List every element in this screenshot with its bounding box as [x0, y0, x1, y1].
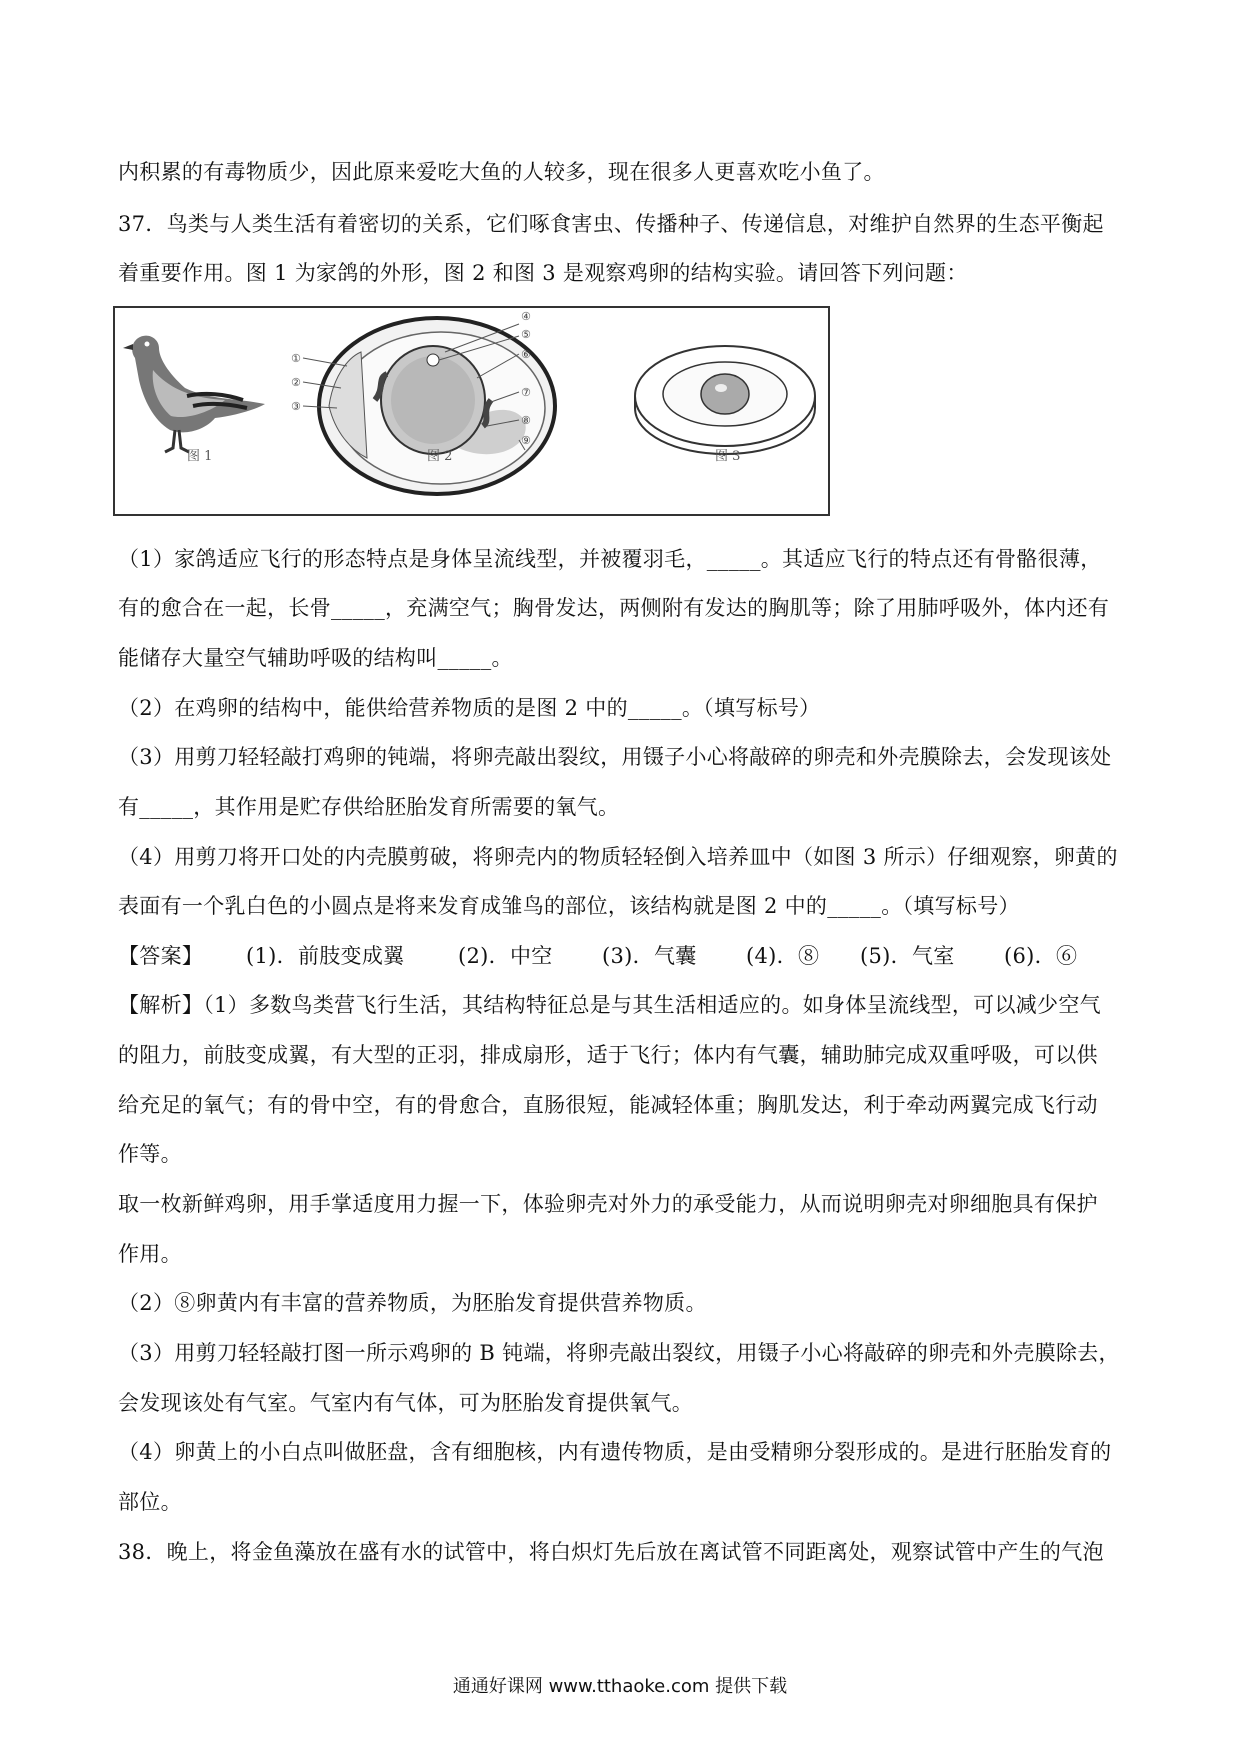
answer-item-1: (1)．前肢变成翼: [246, 944, 405, 968]
egg-label-4: ④: [521, 310, 531, 323]
explanation-1-line1: 【解析】（1）多数鸟类营飞行生活，其结构特征总是与其生活相适应的。如身体呈流线型，可以减少空气: [118, 993, 1101, 1017]
part-4-line1: （4）用剪刀将开口处的内壳膜剪破，将卵壳内的物质轻轻倒入培养皿中（如图 3 所示）仔细观察，卵黄的: [118, 845, 1118, 869]
page-footer: 通通好课网 www.tthaoke.com 提供下载: [452, 1676, 788, 1697]
part-1-line2: 有的愈合在一起，长骨_____，充满空气；胸骨发达，两侧附有发达的胸肌等；除了用肺呼吸外，体内还有: [118, 596, 1110, 620]
explanation-2-line1: 取一枚新鲜鸡卵，用手掌适度用力握一下，体验卵壳对外力的承受能力，从而说明卵壳对卵细胞具有保护: [118, 1192, 1098, 1216]
egg-label-6: ⑥: [521, 348, 531, 361]
part-3-line2: 有_____，其作用是贮存供给胚胎发育所需要的氧气。: [118, 795, 620, 819]
figure-box: [113, 306, 830, 516]
figure-illustrations: [115, 308, 828, 514]
answer-row: [118, 942, 1128, 970]
part-2-line: （2）在鸡卵的结构中，能供给营养物质的是图 2 中的_____。（填写标号）: [118, 696, 821, 720]
explanation-4-line2: 会发现该处有气室。气室内有气体，可为胚胎发育提供氧气。: [118, 1391, 694, 1415]
text-line: 内积累的有毒物质少，因此原来爱吃大鱼的人较多，现在很多人更喜欢吃小鱼了。: [118, 160, 885, 184]
answer-label: 【答案】: [118, 944, 204, 968]
egg-structure-illustration: [291, 310, 555, 494]
explanation-2-line2: 作用。: [118, 1242, 182, 1266]
pigeon-illustration: [123, 336, 265, 452]
egg-label-9: ⑨: [521, 434, 531, 447]
egg-label-8: ⑧: [521, 414, 531, 427]
explanation-1-line3: 给充足的氧气；有的骨中空，有的骨愈合，直肠很短，能减轻体重；胸肌发达，利于牵动两翼完成飞行动: [118, 1093, 1098, 1117]
explanation-1-line2: 的阻力，前肢变成翼，有大型的正羽，排成扇形，适于飞行；体内有气囊，辅助肺完成双重呼吸，可以供: [118, 1043, 1098, 1067]
egg-label-7: ⑦: [521, 386, 531, 399]
answer-item-3: (3)．气囊: [602, 944, 697, 968]
question-38-line: 38．晚上，将金鱼藻放在盛有水的试管中，将白炽灯先后放在离试管不同距离处，观察试管中产生的气泡: [118, 1540, 1104, 1564]
question-37-line1: 37．鸟类与人类生活有着密切的关系，它们啄食害虫、传播种子、传递信息，对维护自然界的生态平衡起: [118, 212, 1104, 236]
answer-item-4: (4)．⑧: [746, 944, 820, 968]
egg-label-2: ②: [291, 376, 301, 389]
answer-item-6: (6)．⑥: [1004, 944, 1078, 968]
explanation-5-line2: 部位。: [118, 1490, 182, 1514]
egg-label-3: ③: [291, 400, 301, 413]
question-37-line2: 着重要作用。图 1 为家鸽的外形，图 2 和图 3 是观察鸡卵的结构实验。请回答下列问题：: [118, 261, 968, 285]
figure-1-caption: 图 1: [187, 449, 213, 464]
figure-3-caption: 图 3: [715, 449, 741, 464]
figure-2-caption: 图 2: [427, 449, 453, 464]
explanation-5-line1: （4）卵黄上的小白点叫做胚盘，含有细胞核，内有遗传物质，是由受精卵分裂形成的。是进行胚胎发育的: [118, 1440, 1112, 1464]
part-4-line2: 表面有一个乳白色的小圆点是将来发育成雏鸟的部位，该结构就是图 2 中的_____。（填写标号）: [118, 894, 1020, 918]
answer-item-2: (2)．中空: [458, 944, 553, 968]
egg-label-5: ⑤: [521, 328, 531, 341]
egg-label-1: ①: [291, 352, 301, 365]
explanation-3-line: （2）⑧卵黄内有丰富的营养物质，为胚胎发育提供营养物质。: [118, 1291, 707, 1315]
part-3-line1: （3）用剪刀轻轻敲打鸡卵的钝端，将卵壳敲出裂纹，用镊子小心将敲碎的卵壳和外壳膜除去，会发现该处: [118, 745, 1112, 769]
explanation-4-line1: （3）用剪刀轻轻敲打图一所示鸡卵的 B 钝端，将卵壳敲出裂纹，用镊子小心将敲碎的卵壳和外壳膜除去，: [118, 1341, 1120, 1365]
petri-dish-illustration: [635, 346, 815, 454]
answer-item-5: (5)．气室: [860, 944, 955, 968]
part-1-line1: （1）家鸽适应飞行的形态特点是身体呈流线型，并被覆羽毛，_____。其适应飞行的特点还有骨骼很薄，: [118, 547, 1102, 571]
explanation-1-line4: 作等。: [118, 1142, 182, 1166]
part-1-line3: 能储存大量空气辅助呼吸的结构叫_____。: [118, 646, 513, 670]
